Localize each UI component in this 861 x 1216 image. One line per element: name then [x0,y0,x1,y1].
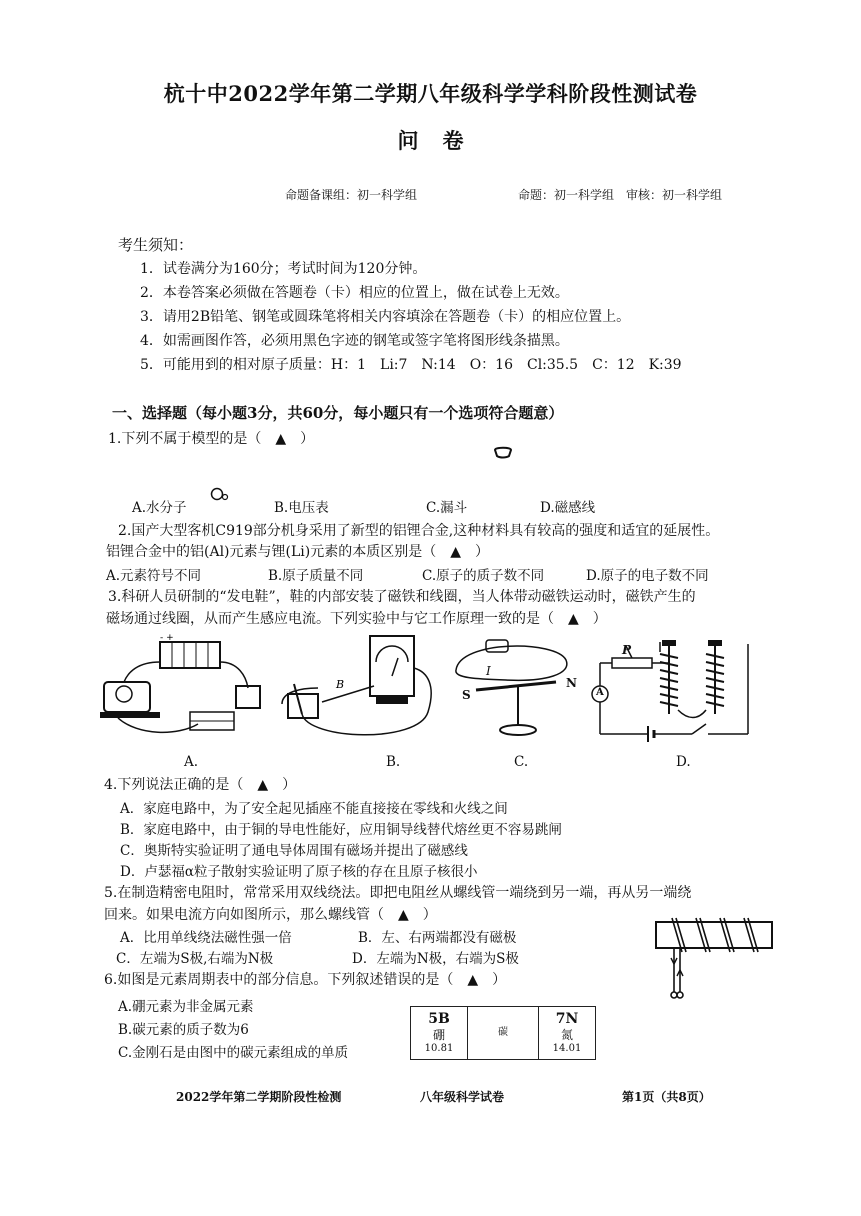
question-1-stem: 1.下列不属于模型的是（ ▲ ） [108,431,315,447]
element-mass: 14.01 [552,1043,582,1054]
question-5-stem: 5.在制造精密电阻时，常常采用双线绕法。即把电阻丝从螺线管一端绕到另一端，再从另一端绕 [104,885,692,901]
footer-center: 八年级科学试卷 [420,1090,505,1104]
question-2-option-a: A.元素符号不同 [106,568,202,584]
question-2-option-b: B.原子质量不同 [268,568,364,584]
question-3-stem: 3.科研人员研制的“发电鞋”，鞋的内部安装了磁铁和线圈，当人体带动磁铁运动时，磁铁产生的 [108,589,696,605]
element-name: 碳 [498,1026,508,1038]
rheostat-label: P [622,643,632,657]
notice-item: 2．本卷答案必须做在答题卷（卡）相应的位置上，做在试卷上无效。 [140,285,569,301]
footer-left: 2022学年第二学期阶段性检测 [176,1090,342,1104]
question-5-option-d: D．左端为N极，右端为S极 [352,951,519,967]
question-1-option-a: A.水分子 [132,500,187,516]
author-group: 命题备课组：初一科学组 [285,188,418,202]
svg-text:B: B [336,678,345,691]
diagram-label-b: B. [386,754,401,770]
needle-north-label: N [566,676,577,690]
diagram-label-c: C. [514,754,529,770]
element-symbol: 5B [428,1010,450,1027]
element-name: 氮 [560,1028,573,1042]
page-subtitle: 问卷 [397,128,488,153]
question-4-option-a: A．家庭电路中，为了安全起见插座不能直接接在零线和火线之间 [120,801,508,817]
needle-south-label: S [462,688,471,702]
reviewer-line: 命题：初一科学组 审核：初一科学组 [518,188,723,202]
water-molecule-icon [208,486,230,502]
section-heading: 一、选择题（每小题3分，共60分，每小题只有一个选项符合题意） [112,404,564,422]
element-symbol: 7N [555,1010,579,1027]
question-2-stem: 铝锂合金中的铝(Al)元素与锂(Li)元素的本质区别是（ ▲ ） [106,544,489,560]
question-6-option-c: C.金刚石是由图中的碳元素组成的单质 [118,1045,349,1061]
question-1-option-d: D.磁感线 [540,500,596,516]
diagram-a-motor-apparatus [98,632,268,744]
element-cell-nitrogen [539,1007,596,1060]
question-5-stem: 回来。如果电流方向如图所示，那么螺线管（ ▲ ） [104,907,437,923]
diagram-label-d: D. [676,754,691,770]
element-cell-carbon [468,1007,539,1060]
question-1-option-b: B.电压表 [274,500,329,516]
diagram-d-electromagnet-circuit [588,634,756,746]
notice-item: 4．如需画图作答，必须用黑色字迹的钢笔或签字笔将图形线条描黑。 [140,333,569,349]
question-5-option-b: B．左、右两端都没有磁极 [358,930,517,946]
question-1-option-c: C.漏斗 [426,500,468,516]
question-5-option-a: A．比用单线绕法磁性强一倍 [120,930,292,946]
diagram-c-oersted-experiment [446,630,576,742]
question-2-stem: 2.国产大型客机C919部分机身采用了新型的铝锂合金,这种材料具有较高的强度和适宜的延展性。 [118,523,720,539]
periodic-table-fragment [410,1006,596,1060]
element-cell-boron [411,1007,468,1060]
element-mass: 10.81 [424,1043,454,1054]
question-5-option-c: C．左端为S极,右端为N极 [116,951,274,967]
question-4-option-c: C．奥斯特实验证明了通电导体周围有磁场并提出了磁感线 [120,843,468,859]
question-6-option-b: B.碳元素的质子数为6 [118,1022,249,1038]
notice-item: 3．请用2B铅笔、钢笔或圆珠笔将相关内容填涂在答题卷（卡）的相应位置上。 [140,309,631,325]
footer-page-number: 第1页（共8页） [622,1090,711,1104]
double-wound-solenoid-figure [646,908,786,1000]
question-2-option-d: D.原子的电子数不同 [586,568,709,584]
question-6-stem: 6.如图是元素周期表中的部分信息。下列叙述错误的是（ ▲ ） [104,972,507,988]
element-name: 硼 [432,1028,445,1042]
question-2-option-c: C.原子的质子数不同 [422,568,545,584]
notice-item: 5．可能用到的相对原子质量：H：1 Li:7 N:14 O：16 Cl:35.5 C：12 K:39 [140,357,682,373]
question-3-stem: 磁场通过线圈，从而产生感应电流。下列实验中与它工作原理一致的是（ ▲ ） [106,611,607,627]
question-6-option-a: A.硼元素为非金属元素 [118,999,254,1015]
notice-item: 1．试卷满分为160分；考试时间为120分钟。 [140,261,427,277]
diagram-b-galvanometer-circuit [278,632,446,750]
ammeter-label: A [596,687,604,698]
diagram-label-a: A. [184,754,199,770]
question-4-option-d: D．卢瑟福α粒子散射实验证明了原子核的存在且原子核很小 [120,864,478,880]
current-label: I [486,664,491,678]
notice-heading: 考生须知： [118,236,194,254]
model-shape-icon [492,446,514,460]
question-4-option-b: B．家庭电路中，由于铜的导电性能好，应用铜导线替代熔丝更不容易跳闸 [120,822,562,838]
question-4-stem: 4.下列说法正确的是（ ▲ ） [104,777,297,793]
svg-text:- +: - + [160,633,174,643]
page-title: 杭十中2022学年第二学期八年级科学学科阶段性测试卷 [163,81,698,106]
